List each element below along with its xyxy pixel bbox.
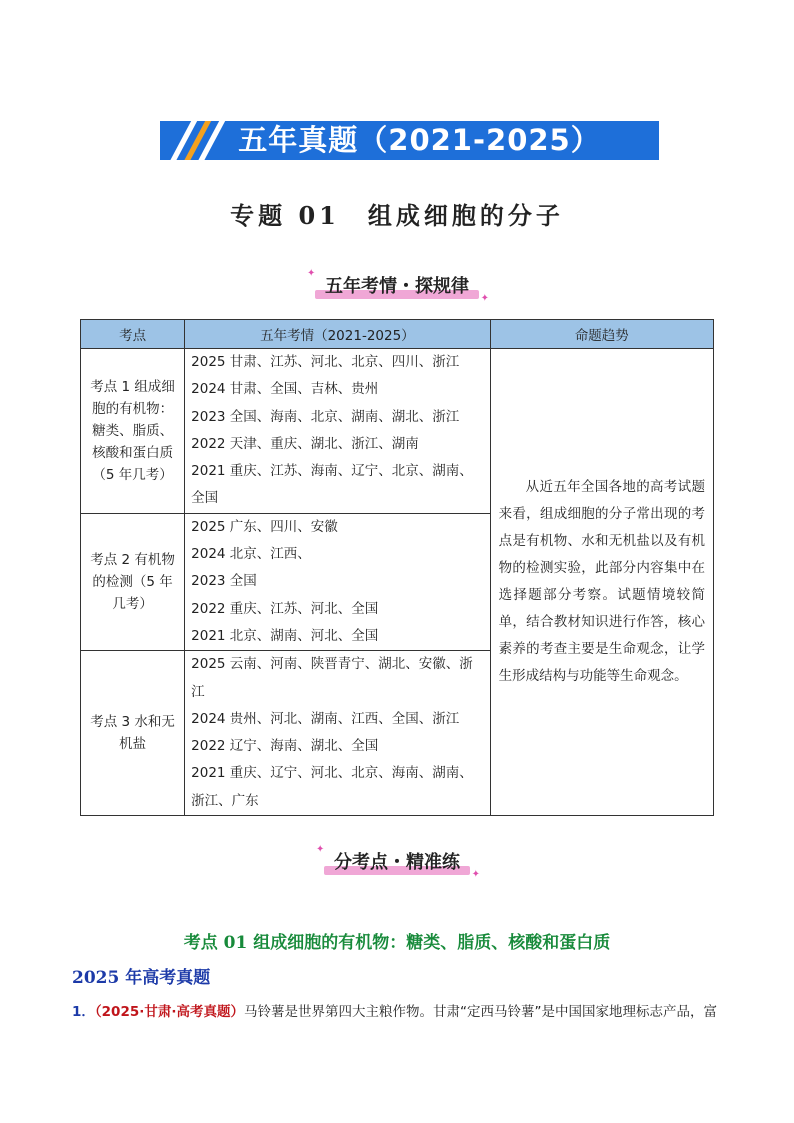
section-heading-practice xyxy=(0,844,794,880)
sparkle-icon: ✦ xyxy=(480,293,489,304)
table-header-cell: 五年考情（2021-2025） xyxy=(185,320,490,349)
year-heading: 2025 年高考真题 xyxy=(72,968,211,988)
table-header-cell: 命题趋势 xyxy=(490,320,713,349)
years-cell xyxy=(185,349,490,514)
year-line: 2022 重庆、江苏、河北、全国 xyxy=(191,600,379,617)
sparkle-icon: ✦ xyxy=(316,844,325,855)
years-cell xyxy=(185,513,490,650)
table-header-cell: 考点 xyxy=(81,320,185,349)
sparkle-icon: ✦ xyxy=(471,869,480,880)
year-line: 2024 甘肃、全国、吉林、贵州 xyxy=(191,381,379,398)
question-source: （2025·甘肃·高考真题） xyxy=(94,1004,244,1020)
sparkle-icon: ✦ xyxy=(307,268,316,279)
year-line: 2021 北京、湖南、河北、全国 xyxy=(191,627,379,644)
section-heading-label: 分考点・精准练 xyxy=(334,852,460,873)
question-number: 1． xyxy=(72,1004,95,1020)
table-row xyxy=(81,349,714,514)
year-line: 2023 全国、海南、北京、湖南、湖北、浙江 xyxy=(191,408,460,425)
year-line: 2021 重庆、江苏、海南、辽宁、北京、湖南、全国 xyxy=(191,463,473,507)
table-header-row xyxy=(81,320,714,349)
topic-title: 专题 01 组成细胞的分子 xyxy=(230,201,564,230)
question-text: 马铃薯是世界第四大主粮作物。甘肃“定西马铃薯”是中国国家地理标志产品，富 xyxy=(244,1004,717,1020)
year-line: 2024 北京、江西、 xyxy=(191,546,311,563)
year-line: 2022 辽宁、海南、湖北、全国 xyxy=(191,738,379,755)
section-heading-label: 五年考情・探规律 xyxy=(325,276,469,297)
exam-summary-table xyxy=(80,319,714,816)
exam-point-cell: 考点 2 有机物的检测（5 年几考） xyxy=(81,513,185,650)
banner-title: 五年真题（2021-2025） xyxy=(238,123,601,157)
trend-cell: 从近五年全国各地的高考试题来看，组成细胞的分子常出现的考点是有机物、水和无机盐以及有机物的检测实验，此部分内容集中在选择题部分考察。试题情境较简单，结合教材知识进行作答，核心素养的考查主要是生命观念，让学生形成结构与功能等生命观念。 xyxy=(490,349,713,816)
year-line: 2025 云南、河南、陕晋青宁、湖北、安徽、浙江 xyxy=(191,656,473,700)
exam-point-01-title: 考点 01 组成细胞的有机物：糖类、脂质、核酸和蛋白质 xyxy=(183,933,611,953)
exam-point-cell: 考点 3 水和无机盐 xyxy=(81,651,185,816)
year-line: 2021 重庆、辽宁、河北、北京、海南、湖南、浙江、广东 xyxy=(191,765,473,809)
year-line: 2025 甘肃、江苏、河北、北京、四川、浙江 xyxy=(191,354,460,370)
title-banner xyxy=(160,121,659,160)
years-cell xyxy=(185,651,490,816)
question-1 xyxy=(72,1000,732,1020)
section-heading-trends xyxy=(0,268,794,304)
year-line: 2023 全国 xyxy=(191,573,257,590)
year-line: 2024 贵州、河北、湖南、江西、全国、浙江 xyxy=(191,710,460,727)
year-line: 2025 广东、四川、安徽 xyxy=(191,518,338,535)
exam-point-cell: 考点 1 组成细胞的有机物：糖类、脂质、核酸和蛋白质（5 年几考） xyxy=(81,349,185,514)
year-line: 2022 天津、重庆、湖北、浙江、湖南 xyxy=(191,435,419,452)
